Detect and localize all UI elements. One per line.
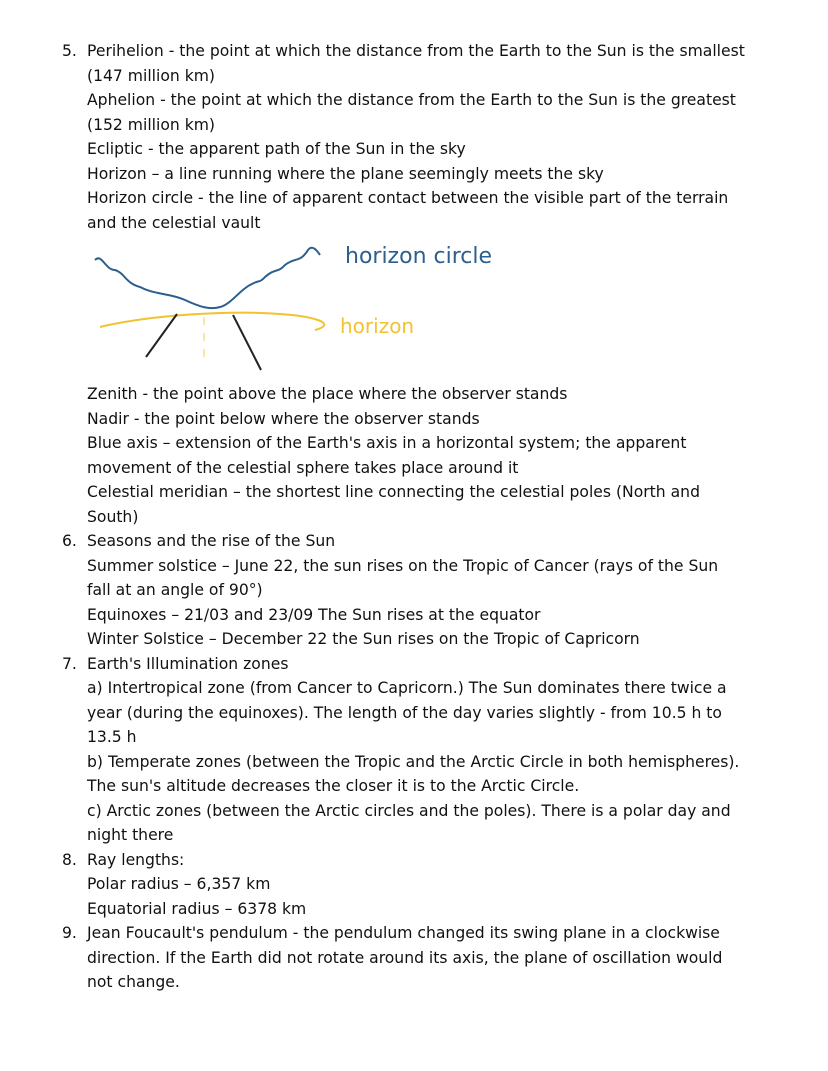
text-line-content: movement of the celestial sphere takes place around it: [87, 458, 519, 477]
text-line-content: not change.: [87, 973, 180, 991]
text-line-content: Horizon – a line running where the plane seemingly meets the sky: [87, 164, 604, 183]
text-line: [0, 823, 828, 848]
observer-right-line: [233, 315, 261, 370]
text-line: [0, 186, 828, 211]
text-line-content: a) Intertropical zone (from Cancer to Capricorn.) The Sun dominates there twice a: [87, 679, 727, 697]
item-number: 5.: [62, 42, 77, 60]
text-line: [0, 382, 828, 407]
text-line-content: 13.5 h: [87, 728, 137, 746]
horizon-curve: [100, 313, 324, 330]
horizon-circle-label: horizon circle: [345, 244, 493, 269]
text-line: [0, 64, 828, 89]
list-item-5: [0, 39, 828, 235]
text-line-content: Earth's Illumination zones: [87, 654, 289, 673]
text-line-content: Celestial meridian – the shortest line connecting the celestial poles (North and: [87, 483, 700, 501]
text-line-content: night there: [87, 826, 174, 844]
text-line: [0, 627, 828, 652]
horizon-circle-curve: [95, 248, 320, 308]
text-line: [0, 799, 828, 824]
text-line: [0, 456, 828, 481]
item-number: 8.: [62, 850, 77, 869]
list-item-6: [0, 529, 828, 652]
text-line-content: Equatorial radius – 6378 km: [87, 899, 307, 918]
text-line-content: fall at an angle of 90°): [87, 581, 263, 599]
text-line-content: The sun's altitude decreases the closer it is to the Arctic Circle.: [87, 777, 580, 795]
text-line-content: Perihelion - the point at which the distance from the Earth to the Sun is the smallest: [87, 42, 745, 60]
text-line: [0, 431, 828, 456]
text-line: [0, 578, 828, 603]
text-line-content: Ray lengths:: [87, 850, 185, 869]
item-number: 7.: [62, 654, 77, 673]
text-line-content: Zenith - the point above the place where the observer stands: [87, 385, 568, 403]
text-line-content: Equinoxes – 21/03 and 23/09 The Sun rises at the equator: [87, 605, 541, 624]
text-line-content: Summer solstice – June 22, the sun rises on the Tropic of Cancer (rays of the Sun: [87, 556, 719, 575]
text-line: [0, 872, 828, 897]
text-line-content: direction. If the Earth did not rotate around its axis, the plane of oscillation would: [87, 948, 723, 967]
text-line: [0, 652, 828, 677]
text-line: [0, 39, 828, 64]
item-number: 6.: [62, 532, 77, 550]
text-line-content: Nadir - the point below where the observer stands: [87, 409, 480, 428]
text-line-content: Horizon circle - the line of apparent contact between the visible part of the terrain: [87, 189, 729, 207]
text-line-content: Aphelion - the point at which the distance from the Earth to the Sun is the greatest: [87, 91, 736, 109]
item-number: 9.: [62, 924, 77, 942]
list-item-8: [0, 848, 828, 922]
text-line: [0, 774, 828, 799]
text-line-content: Polar radius – 6,357 km: [87, 875, 271, 893]
list-item-5-continued: [0, 382, 828, 529]
text-line: [0, 113, 828, 138]
text-line: [0, 603, 828, 628]
text-line: [0, 529, 828, 554]
text-line: [0, 750, 828, 775]
horizon-diagram: [80, 235, 520, 375]
text-line-content: Winter Solstice – December 22 the Sun rises on the Tropic of Capricorn: [87, 630, 640, 648]
text-line: [0, 211, 828, 236]
text-line: [0, 505, 828, 530]
text-line: [0, 725, 828, 750]
list-item-7: [0, 652, 828, 848]
text-line: [0, 970, 828, 995]
text-line: [0, 480, 828, 505]
text-line: [0, 407, 828, 432]
text-line-content: Ecliptic - the apparent path of the Sun in the sky: [87, 140, 466, 158]
numbered-list: [0, 529, 828, 995]
text-line-content: South): [87, 507, 139, 526]
text-line: [0, 848, 828, 873]
text-line-content: year (during the equinoxes). The length of the day varies slightly - from 10.5 h to: [87, 703, 722, 722]
text-line: [0, 88, 828, 113]
text-line-content: b) Temperate zones (between the Tropic and the Arctic Circle in both hemispheres).: [87, 752, 740, 771]
text-line: [0, 701, 828, 726]
text-line: [0, 921, 828, 946]
text-line: [0, 554, 828, 579]
text-line: [0, 162, 828, 187]
text-line: [0, 946, 828, 971]
observer-left-line: [146, 314, 177, 357]
text-line-content: c) Arctic zones (between the Arctic circles and the poles). There is a polar day and: [87, 801, 731, 820]
text-line: [0, 676, 828, 701]
text-line-content: (147 million km): [87, 66, 216, 85]
text-line-content: (152 million km): [87, 115, 216, 134]
horizon-label: horizon: [340, 314, 415, 338]
text-line-content: and the celestial vault: [87, 213, 261, 232]
text-line: [0, 137, 828, 162]
list-item-9: [0, 921, 828, 995]
text-line-content: Blue axis – extension of the Earth's axis in a horizontal system; the apparent: [87, 434, 687, 452]
text-line: [0, 897, 828, 922]
text-line-content: Jean Foucault's pendulum - the pendulum changed its swing plane in a clockwise: [87, 924, 720, 942]
text-line-content: Seasons and the rise of the Sun: [87, 532, 336, 550]
